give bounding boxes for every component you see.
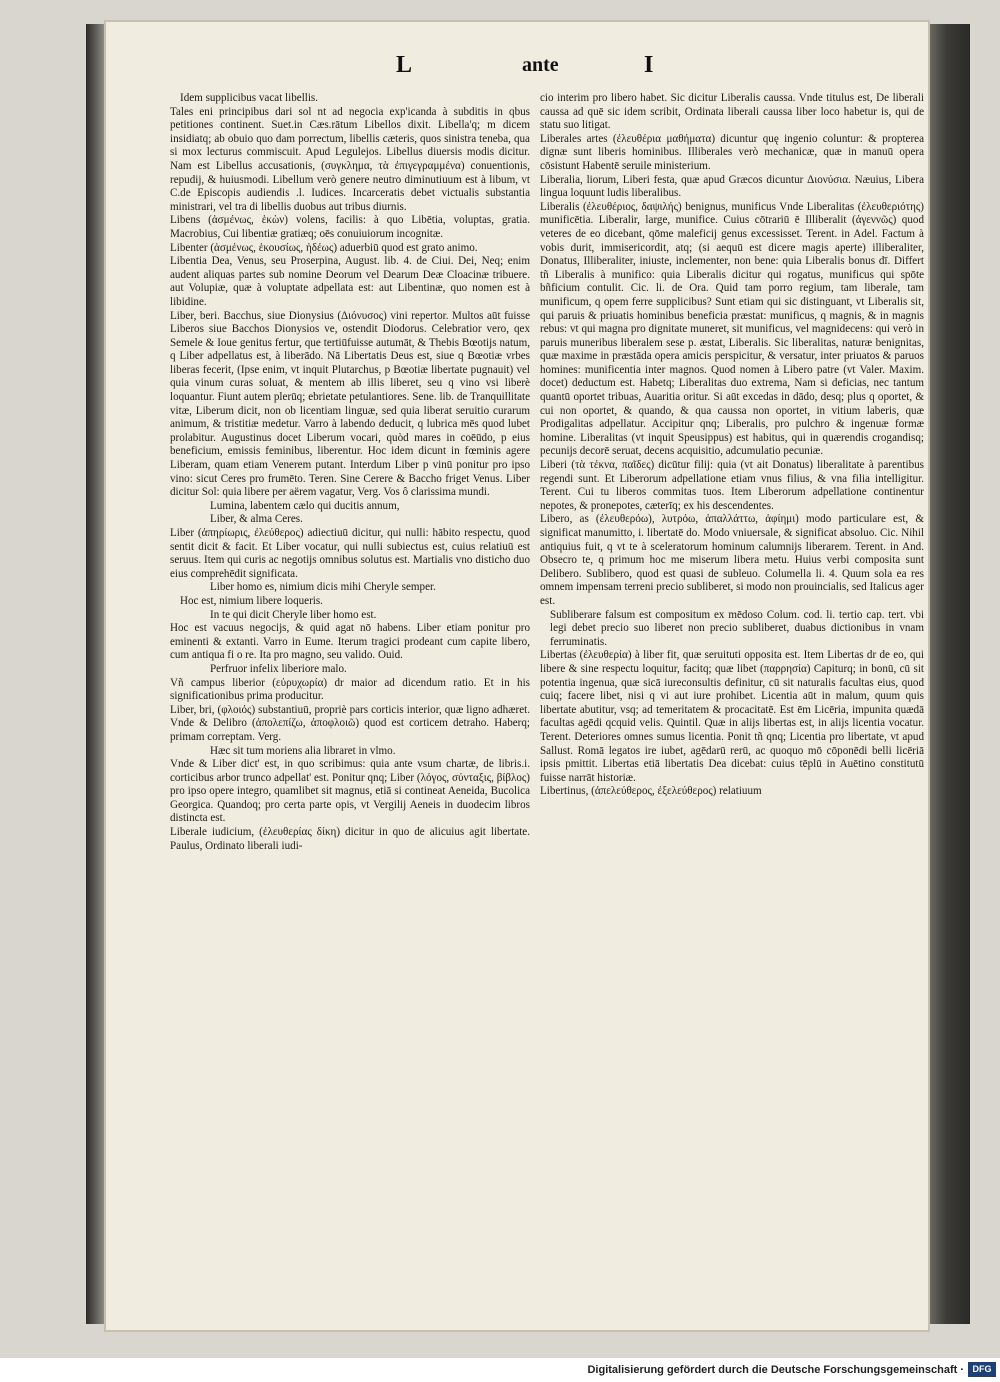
dictionary-entry-liber-adj: Liber (ἀπηρίωρις, ἐλεύθερος) adiectiuū dicitur, qui nulli: hābito respectu, quod sentit dicit & facit. Et Liber vocatur, qui nulli subiectus est, cuius relatiuū est seruus. Item qui curis ac negotijs omnibus solutus est. Martialis vno disticho duo eius comprehēdit significata. [170, 527, 530, 580]
verse-line: Liber, & alma Ceres. [210, 513, 303, 526]
dictionary-entry-libertas: Libertas (ἐλευθερία) à liber fit, quæ seruituti opposita est. Item Libertas dr de eo, qui libere & sine respectu loquitur, facitq; quæ libet (παρρησία) Capiturq; in bonū, cū sit potentia ingenua, quæ sicā iureconsultis definitur, cū sit naturalis facultas eius, quod cuiq; facere libet, nisi q vi aut iure prohibet. Licentia aūt in malum, quum quis libertate abutitur, vsq; ad temeritatem & procacitatē. Est ēm Licēria, impunita quædā facultas agēdi qcquid velis. Quintil. Quæ in alijs libertas est, in alijs licentia vocatur. Terent. Deteriores omnes sumus licentia. Ponit tñ qnq; Licentia pro libertate, vt apud Sallust. Romā legatos ire iubet, agēdarū rerū, ac quoquo mō cōponēdi belli licēriā ipsis pmittit. Libertas etiā libertatis Dea dicebat: cuius tēplū in Auētino constitutū fuisse narrāt historiæ. [540, 649, 924, 784]
dictionary-entry-liberi: Liberi (τὰ τέκνα, παῖδες) dicūtur filij: quia (vt ait Donatus) liberalitate à parentibus regendi sunt. Et Liberorum adpellatione etiam vnus filius, & vna filia intelligitur. Terent. Cui tu liberos commitas tuos. Item Liberorum adpellatione continentur nepotes, & pronepotes, cæterīq; ex his descendentes. [540, 459, 924, 512]
dictionary-entry-libero: Libero, as (ἐλευθερόω), λυτρόω, ἀπαλλάττω, ἀφίημι) modo particulare est, & significat manumitto, i. libertatē do. Modo vniuersale, & significat absoluo. Cic. Nihil antiquius fuit, q vt te à sceleratorum hominum calumnijs liberarem. Terent. in And. Obsecro te, q primum hoc me miserum libera metu. Huius verbi composita sunt Delibero. Sublibero, quod est quasi de subleuo. Columella li. 4. Quum sola ea res omnem impensam terreni precio subliberet, si modo non prouincialis, sed Italicus ager est. [540, 513, 924, 607]
page-edge-shadow [930, 24, 970, 1324]
digitization-footer [0, 1358, 1000, 1382]
funding-notice: Digitalisierung gefördert durch die Deutsche Forschungsgemeinschaft · [587, 1364, 964, 1376]
marginal-note: Subliberare falsum est compositum ex mēdoso Colum. cod. li. tertio cap. tert. vbi legi debet precio suo liberet non precio subliberet, duabus dictionibus in vnam ferruminatis. [550, 608, 924, 648]
header-letter-right: I [644, 52, 654, 78]
running-header [104, 52, 930, 88]
dictionary-entry-liberalia: Liberalia, liorum, Liberi festa, quæ apud Græcos dicuntur Διονύσια. Næuius, Libera lingua loquunt ludis liberalibus. [540, 173, 924, 200]
page-binding-shadow [86, 24, 104, 1324]
header-letter-left: L [396, 52, 413, 78]
text-paragraph: Vnde & Liber dict' est, in quo scribimus: quia ante vsum chartæ, de libris.i. corticibus arbor trunco adpellat' est. Ponitur qnq; Liber (λόγος, σύνταξις, βίβλος) pro ipso opere integro, quamlibet sit magnus, etiā si contineat Aeneida, Bucolica Georgica. Quandoq; pro certa parte opis, vt Vergilij Aeneis in duodecim libros distincta est. [170, 758, 530, 825]
dictionary-entry-libentia: Libentia Dea, Venus, seu Proserpina, August. lib. 4. de Ciui. Dei, Neq; enim audent aliquas partes sub nomine Deorum vel Dearum Deæ Cloacinæ tribuere. aut Volupiæ, quæ à voluptate adpellata est: aut Libentinæ, quo nomen est à libidine. [170, 255, 530, 308]
dictionary-entry-liberalis: Liberalis (ἐλευθέριος, δαψιλής) benignus, munificus Vnde Liberalitas (ἐλευθεριότης) munificētia. Liberalir, large, munifice. Cuius cōtrariū ē Illiberalit (ἀγεννῶς) quod veteres de eo dicebant, qōme maleficij genus excessisset. Terent. in Adel. Factum à vobis durit, immisericordit, atq; (si aequū est dicere magis aperte) illiberaliter, Donatus, Illiberaliter, iniuste, inclementer, non bene: quia Liberalis bonus dī. Differt tñ Liberalis à munifico: quia Liberalis dicitur qui rogatus, munificus qui spōte bñficium contulit. Cic. li. de Ora. Quid tam porro regium, tam liberale, tam munificum, q opem ferre supplicibus? Sunt etiam qui sic distinguant, vt Liberalis sit, qui paruis & priuatis hominibus beneficia præstat: munificus, q magnis, & in magnis rebus: vt qui magna pro dignitate muneret, sit munificus, vel magnidecens: qui verò in paruis muneribus liberalem sese p. æstat, Liberalis. Sic liberalitas, naturæ benignitas, quæ maxime in præstāda opera amicis perspicitur, & versatur, inter priuatos & paruos homines: munificentia inter magnos. Quod nomen à Libero patre (vt Valer. Maxim. docet) deductum est. Habetq; Liberalitas duo extrema, Nam si deficias, nec tantum quantū oportet tribuas, Auaritia oritur. Si aūt excedas in dādo, desq; plus q oportet, & cui non oportet, & quando, & qua caussa non oportet, in vitium laberis, quæ Prodigalitas adpellatur. Accipitur qnq; Liberalis, pro pulchro & ingenuæ formæ homine. Liberalitas (vt inquit Speusippus) est habitus, qui in quærendis crogandisq; pecunijs decorē seruat, decens acquisitio, adcumulatio pecuniæ. [540, 200, 924, 458]
text-paragraph: Hoc est vacuus negocijs, & quid agat nō habens. Liber etiam ponitur pro eminenti & extanti. Varro in Eume. Iterum tragici prodeant cum capite libero, cum antiqua fi o re. Ita pro magno, seu valido. Ouid. [170, 622, 530, 662]
text-line: Hoc est, nimium libere loqueris. [180, 594, 323, 607]
text-paragraph: Vñ campus liberior (εὐρυχωρία) dr maior ad dicendum ratio. Et in his significationibus prima producitur. [170, 676, 530, 703]
verse-line: Lumina, labentem cælo qui ducitis annum, [210, 499, 400, 512]
header-catchword: ante [522, 54, 559, 76]
dictionary-entry-libertinus: Libertinus, (ἀπελεύθερος, ἐξελεύθερος) relatiuum [540, 785, 762, 798]
left-column [170, 92, 530, 853]
dfg-logo: DFG [968, 1362, 996, 1377]
verse-line: Hæc sit tum moriens alia libraret in vlmo. [210, 744, 396, 757]
dictionary-entry-liber-bacchus: Liber, beri. Bacchus, siue Dionysius (Διόνυσος) vini repertor. Multos aūt fuisse Liberos siue Bacchos Dionysios ve, ostendit Diodorus. Celebratior vero, qex Semele & Ioue genitus fertur, que tertiūfuisse autumāt, & Thebis Bœotijs natum, q Liber adpellatus est, à liberādo. Nā Libertatis Deus est, siue q Bœotiæ vrbes liberas fecerit, (Ipse enim, vt inquit Plutarchus, p Bœotiæ libertate pugnauit) vel quia vinum curas soluat, & mentem ab illis liberet, seu q vino vsi liberè loquantur. Fiunt autem plerūq; ebrietate petulantiores. Sene. lib. de Tranquillitate vitæ, Liberum dicit, non ob licentiam linguæ, sed quia liberat seruitio curarum animum, & tristitiæ medetur. Varro à labendo deducit, q lubrica mēs quod lubet prolabitur. Augustinus docet Liberum vocari, quòd mares in coēūdo, p eius beneficium, emissis feminibus, liberentur. Hoc idem dicunt in fœminis agere Liberam, quam etiam Venerem putant. Interdum Liber p vinū ponitur pro ipso vino: sicut Ceres pro frumēto. Teren. Sine Cerere & Baccho friget Venus. Liber dicitur Sol: quia libere per aërem vagatur, Verg. Vos ô clarissima mundi. [170, 309, 530, 499]
verse-line: Perfruor infelix liberiore malo. [210, 662, 347, 675]
dictionary-entry-libenter: Libenter (ἀσμένως, ἑκουσίως, ἡδέως) aduerbiū quod est grato animo. [170, 241, 478, 254]
dictionary-entry-liber-bri: Liber, bri, (φλοιός) substantiuū, propriè pars corticis interior, quæ ligno adhæret. Vnde & Delibro (ἀπολεπίζω, ἀποφλοιῶ) quod est corticem detraho. Haberq; primam correptam. Verg. [170, 703, 530, 743]
verse-line: Liber homo es, nimium dicis mihi Cheryle semper. [210, 581, 436, 594]
dictionary-entry-libens: Libens (ἀσμένως, ἑκὼν) volens, facilis: à quo Libētia, voluptas, gratia. Macrobius, Cui libentiæ gratiæq; oēs conuiuiorum incognitæ. [170, 214, 530, 240]
text-line: Idem supplicibus vacat libellis. [180, 92, 319, 104]
dictionary-entry-liberale-iudicium: Liberale iudicium, (ἐλευθερίας δίκη) dicitur in quo de alicuius agit libertate. Paulus, Ordinato liberali iudi- [170, 826, 530, 852]
dictionary-entry-liberales-artes: Liberales artes (ἐλευθέρια μαθήματα) dicuntur quę ingenio coluntur: & propterea dignæ sunt liberis hominibus. Illiberales verò mechanicæ, quæ in manuū opera cōsistunt Habentē seruile ministerium. [540, 132, 924, 172]
text-paragraph: Tales eni principibus dari sol nt ad negocia exp'icanda à subditis in qbus petitiones continent. Suet.in Cæs.rātum Libellos dixit. Libella'q; m dicem insidiatq; ab obuio quo dam porrectum, libellis cæteris, quos sinistra teneba, qua si mox lecturus commiscuit. Apud Legulejos. Libellus diuersis modis dicitur. Nam est Libellus accusationis, (συγκλημα, τὰ ἐπιγεγραμμένα) conuentionis, repudij, & huiusmodi. Libellum verò genere neutro diminutiuum est à libum, vt C.de Episcopis audiendis .l. Iudices. Incarceratis debet victualis substantia ministrari, vel tra di libellis duobus aut tribus diurnis. [170, 105, 530, 213]
right-column [540, 92, 924, 799]
text-paragraph: cio interim pro libero habet. Sic dicitur Liberalis caussa. Vnde titulus est, De liberali caussa ad quē sic idem scribit, Ordinata liberali caussa liber loco habetur is, qui de statu suo litigat. [540, 92, 924, 132]
verse-line: In te qui dicit Cheryle liber homo est. [210, 608, 377, 621]
